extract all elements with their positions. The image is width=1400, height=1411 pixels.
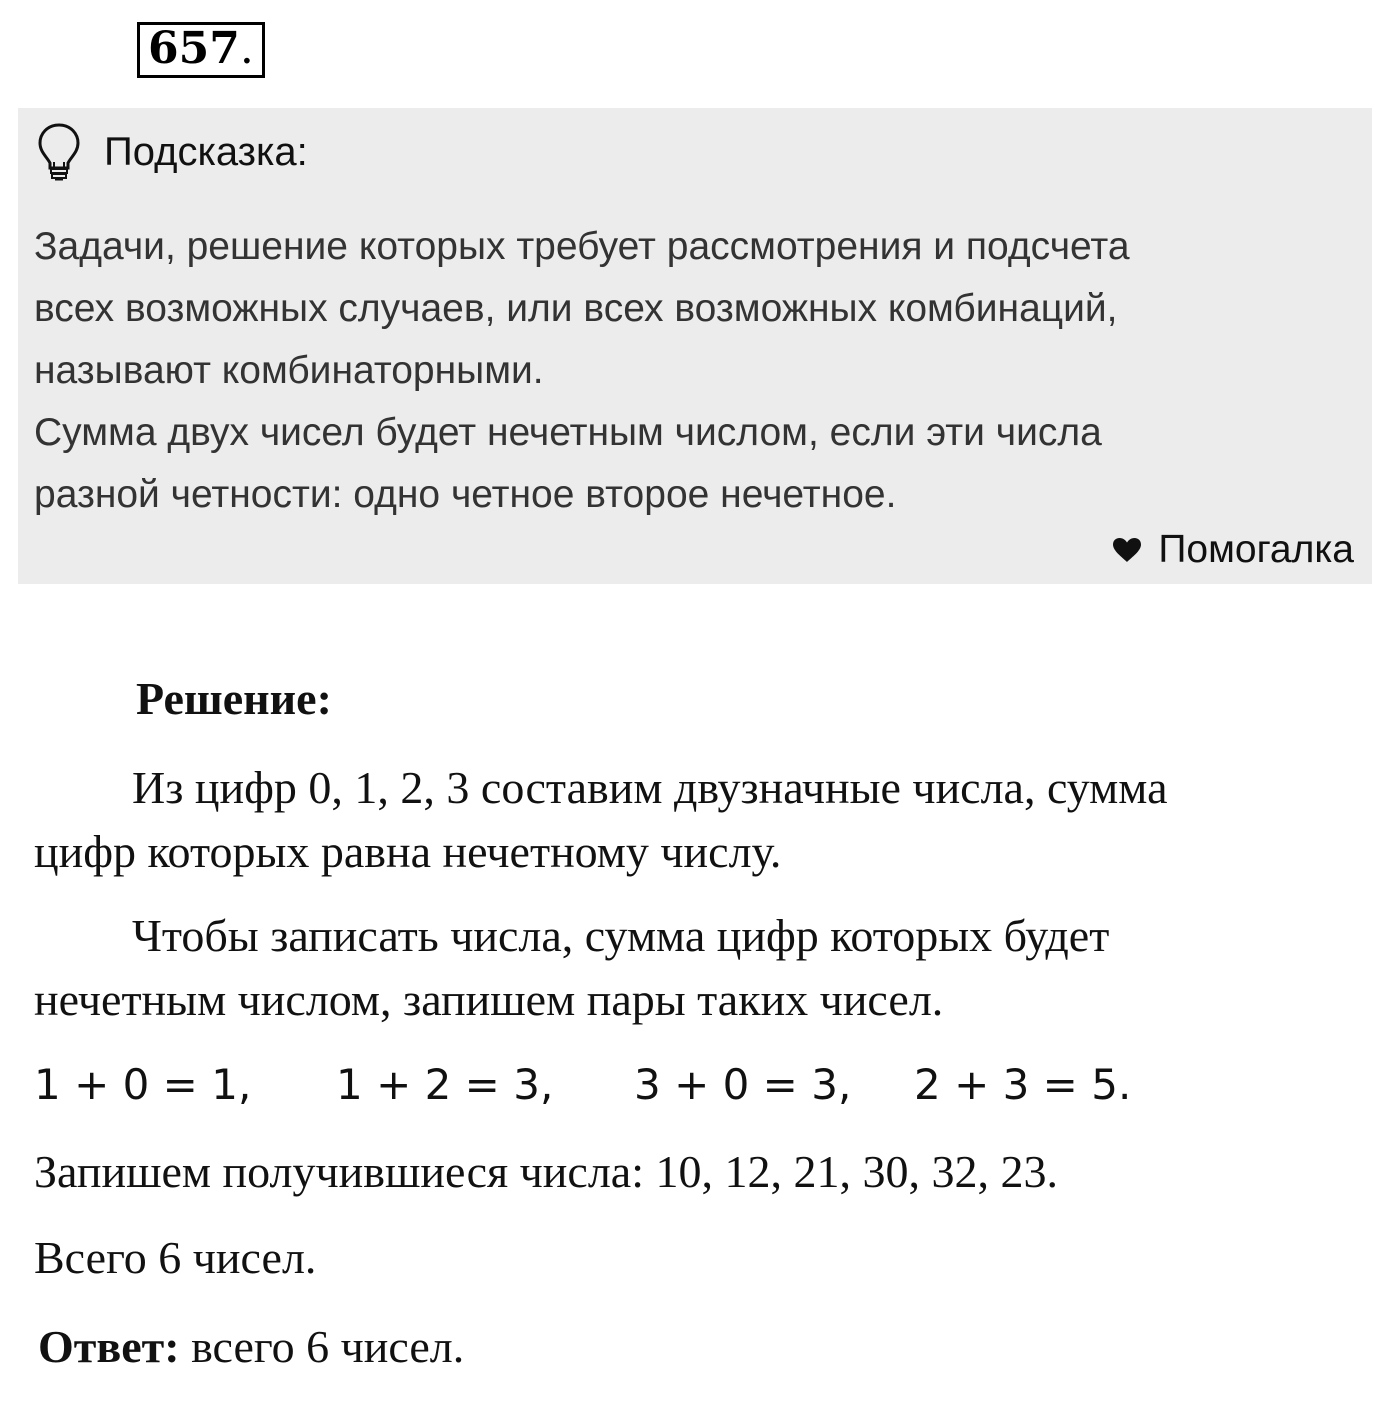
hint-line: разной четности: одно четное второе нечетное.: [34, 473, 897, 516]
text-line: цифр которых равна нечетному числу.: [34, 826, 782, 877]
answer-label: Ответ:: [38, 1321, 180, 1372]
hint-box: [18, 108, 1372, 584]
numbers-line: Запишем получившиеся числа: 10, 12, 21, 30, 32, 23.: [34, 1146, 1058, 1197]
equation: 2 + 3 = 5.: [914, 1060, 1132, 1109]
credit-label: Помогалка: [1158, 528, 1354, 571]
solution-paragraph-2: [34, 904, 1109, 1032]
equation: 1 + 2 = 3,: [336, 1060, 554, 1109]
text-line: Из цифр 0, 1, 2, 3 составим двузначные числа, сумма: [132, 762, 1168, 813]
hint-line: называют комбинаторными.: [34, 349, 544, 392]
equation: 1 + 0 = 1,: [34, 1060, 252, 1109]
total-line: Всего 6 чисел.: [34, 1232, 317, 1283]
hint-paragraph-1: [34, 216, 1354, 402]
problem-number-dot: .: [239, 23, 254, 74]
text-line: нечетным числом, запишем пары таких чисел.: [34, 974, 944, 1025]
problem-number: [137, 22, 265, 78]
equation: 3 + 0 = 3,: [634, 1060, 852, 1109]
hint-credit: [1112, 528, 1354, 572]
solution-paragraph-1: [34, 756, 1168, 884]
hint-header: [36, 122, 308, 182]
hint-body: [34, 216, 1354, 526]
hint-title: Подсказка:: [104, 129, 308, 174]
problem-number-value: 657: [148, 23, 240, 74]
heart-icon: [1112, 537, 1142, 563]
answer-line: [38, 1320, 464, 1373]
hint-line: Задачи, решение которых требует рассмотрения и подсчета: [34, 225, 1130, 268]
solution-heading: Решение:: [136, 673, 332, 724]
hint-line: всех возможных случаев, или всех возможных комбинаций,: [34, 287, 1118, 330]
answer-text: всего 6 чисел.: [179, 1321, 465, 1372]
problem-number-box: [137, 22, 265, 78]
text-line: Чтобы записать числа, сумма цифр которых будет: [132, 910, 1110, 961]
hint-line: Сумма двух чисел будет нечетным числом, если эти числа: [34, 411, 1102, 454]
hint-paragraph-2: [34, 402, 1354, 526]
lightbulb-icon: [36, 122, 82, 182]
equations-line: [34, 1060, 1131, 1109]
